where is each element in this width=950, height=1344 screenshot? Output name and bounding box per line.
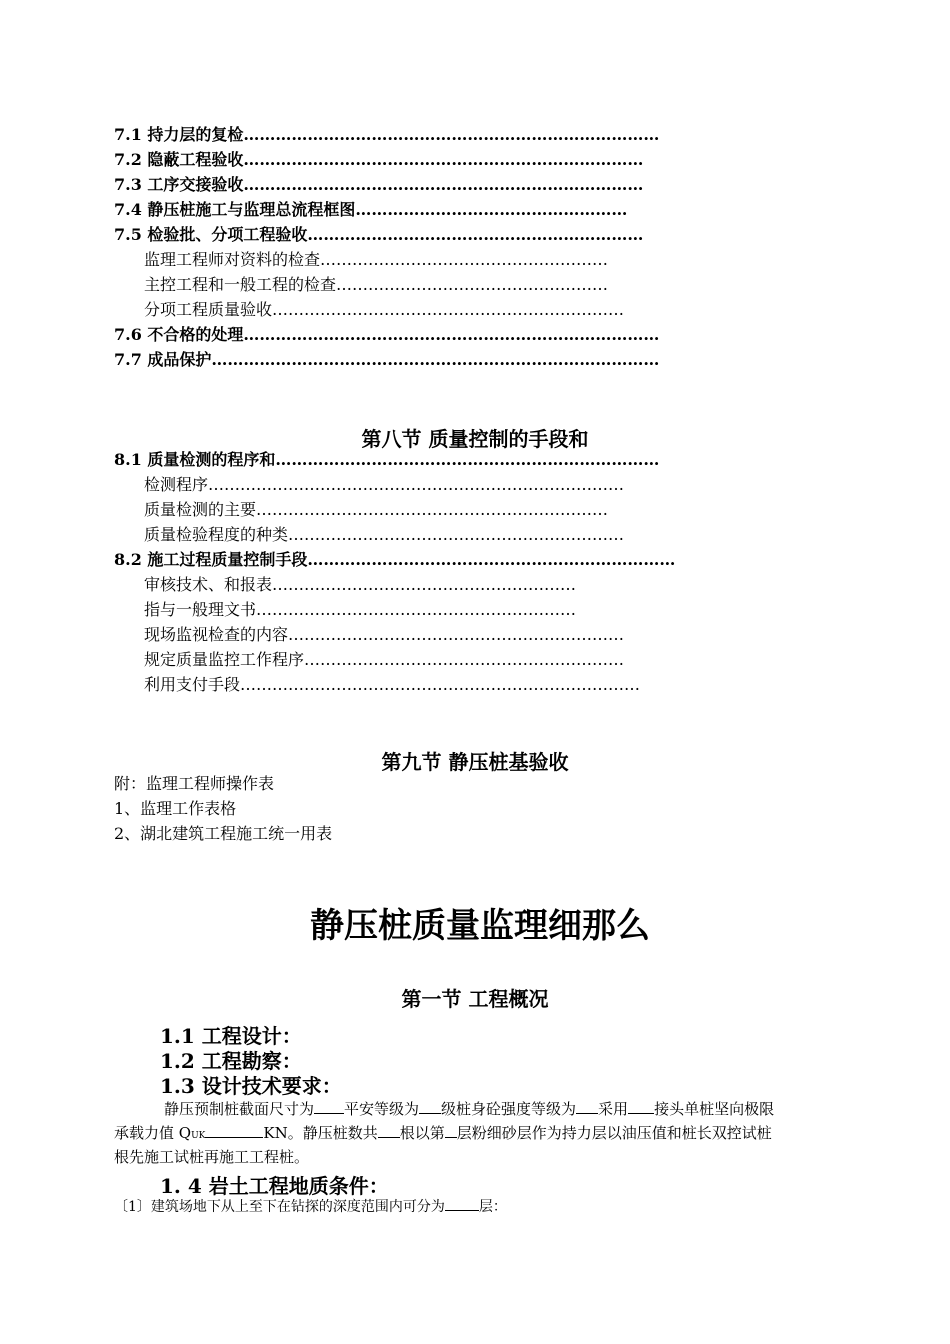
text: 级桩身砼强度等级为 — [441, 1100, 577, 1118]
toc-subitem-8-2-b[interactable]: 指与一般理文书…………………………………………………… — [144, 600, 577, 619]
text: 承载力值 Q — [114, 1124, 192, 1142]
text: 平安等级为 — [344, 1100, 420, 1118]
blank-field[interactable] — [445, 1195, 479, 1211]
toc-item-7-5[interactable]: 7.5 检验批、分项工程验收……………………………………………………… — [114, 225, 644, 244]
blank-field[interactable] — [576, 1098, 598, 1114]
paragraph-line-2 — [114, 1121, 772, 1148]
toc-item-7-3[interactable]: 7.3 工序交接验收………………………………………………………………… — [114, 175, 644, 194]
text: 根以第 — [399, 1124, 445, 1142]
heading-1-3: 1.3 设计技术要求： — [160, 1074, 342, 1098]
toc-subitem-8-2-d[interactable]: 规定质量监控工作程序…………………………………………………… — [144, 650, 625, 669]
text: 静压预制桩截面尺寸为 — [164, 1100, 315, 1118]
section-heading-1: 第一节 工程概况 — [401, 987, 549, 1011]
blank-field[interactable] — [314, 1098, 344, 1114]
heading-1-1: 1.1 工程设计： — [160, 1024, 302, 1048]
section-heading-8: 第八节 质量控制的手段和 — [361, 427, 589, 451]
text: 采用 — [598, 1100, 629, 1118]
toc-item-8-1[interactable]: 8.1 质量检测的程序和……………………………………………………………… — [114, 450, 660, 469]
document-title: 静压桩质量监理细那么 — [310, 906, 650, 946]
paragraph-line-1 — [164, 1097, 774, 1121]
toc-item-7-6[interactable]: 7.6 不合格的处理…………………………………………………………………… — [114, 325, 660, 344]
appendix-label: 附：监理工程师操作表 — [114, 774, 275, 793]
toc-subitem-7-5-b[interactable]: 主控工程和一般工程的检查…………………………………………… — [144, 275, 609, 294]
toc-item-7-7[interactable]: 7.7 成品保护………………………………………………………………………… — [114, 350, 660, 369]
paragraph-geology — [114, 1195, 507, 1219]
toc-item-8-2[interactable]: 8.2 施工过程质量控制手段…………………………………………………………… — [114, 550, 676, 569]
paragraph-line-3: 根先施工试桩再施工工程桩。 — [114, 1148, 310, 1166]
toc-subitem-7-5-c[interactable]: 分项工程质量验收………………………………………………………… — [144, 300, 625, 319]
toc-subitem-7-5-a[interactable]: 监理工程师对资料的检查……………………………………………… — [144, 250, 609, 269]
toc-subitem-8-2-a[interactable]: 审核技术、和报表………………………………………………… — [144, 575, 577, 594]
appendix-item-1: 1、监理工作表格 — [114, 799, 237, 818]
text: 层： — [478, 1199, 507, 1215]
text: 层粉细砂层作为持力层以油压值和桩长双控试桩 — [456, 1124, 772, 1142]
toc-item-7-1[interactable]: 7.1 持力层的复检…………………………………………………………………… — [114, 125, 660, 144]
toc-subitem-8-2-c[interactable]: 现场监视检查的内容……………………………………………………… — [144, 625, 625, 644]
toc-item-7-2[interactable]: 7.2 隐蔽工程验收………………………………………………………………… — [114, 150, 644, 169]
toc-subitem-8-1-a[interactable]: 检测程序…………………………………………………………………… — [144, 475, 625, 494]
blank-field[interactable] — [378, 1122, 400, 1138]
text: 接头单桩坚向极限 — [654, 1100, 775, 1118]
blank-field[interactable] — [205, 1122, 263, 1138]
toc-subitem-8-1-b[interactable]: 质量检测的主要………………………………………………………… — [144, 500, 609, 519]
blank-field[interactable] — [419, 1098, 441, 1114]
text: KN。静压桩数共 — [263, 1124, 378, 1142]
subscript: UK — [191, 1131, 206, 1141]
text: 〔1〕建筑场地下从上至下在钻探的深度范围内可分为 — [114, 1199, 445, 1215]
toc-subitem-8-2-e[interactable]: 利用支付手段………………………………………………………………… — [144, 675, 641, 694]
appendix-item-2: 2、湖北建筑工程施工统一用表 — [114, 824, 333, 843]
heading-1-2: 1.2 工程勘察： — [160, 1049, 302, 1073]
toc-item-7-4[interactable]: 7.4 静压桩施工与监理总流程框图…………………………………………… — [114, 200, 628, 219]
toc-subitem-8-1-c[interactable]: 质量检验程度的种类……………………………………………………… — [144, 525, 625, 544]
blank-field[interactable] — [628, 1098, 654, 1114]
blank-field[interactable] — [445, 1122, 457, 1138]
section-heading-9: 第九节 静压桩基验收 — [381, 750, 569, 774]
heading-1-4: 1. 4 岩土工程地质条件： — [160, 1174, 389, 1198]
